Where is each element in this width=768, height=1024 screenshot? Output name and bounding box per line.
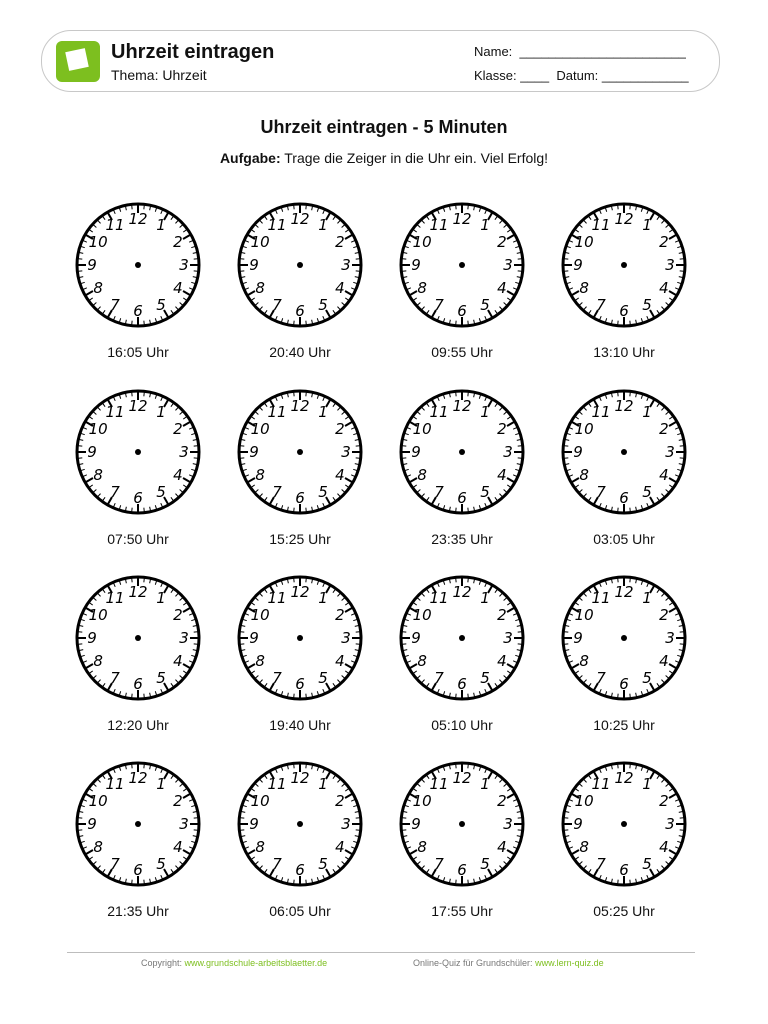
clock-center-dot (297, 821, 303, 827)
clock-number: 11 (429, 775, 449, 794)
clock-number: 10 (88, 792, 108, 810)
clock-number: 4 (497, 279, 507, 297)
clock-number: 5 (642, 295, 652, 314)
clock-number: 7 (110, 854, 120, 873)
clock-number: 3 (341, 443, 351, 461)
worksheet-title: Uhrzeit eintragen (111, 41, 275, 63)
clock-number: 3 (665, 256, 675, 274)
clock-time-label: 16:05 Uhr (107, 344, 169, 360)
clock-face[interactable] (73, 573, 203, 703)
clock-number: 8 (255, 466, 265, 484)
clock-number: 12 (290, 210, 310, 228)
clock-number: 10 (574, 420, 594, 438)
clock-number: 1 (642, 775, 652, 794)
clock-number: 12 (614, 210, 634, 228)
clock-number: 7 (272, 854, 282, 873)
clock-number: 12 (128, 769, 148, 787)
clock-number: 11 (591, 403, 611, 422)
clock-face[interactable] (397, 759, 527, 889)
clock-number: 3 (179, 256, 189, 274)
clock-center-dot (135, 449, 141, 455)
clock-number: 4 (497, 652, 507, 670)
clock-number: 9 (411, 443, 421, 461)
clock-number: 4 (659, 838, 669, 856)
clock-number: 7 (272, 482, 282, 501)
clock-number: 8 (417, 652, 427, 670)
clock-face[interactable] (559, 387, 689, 517)
clock-number: 6 (295, 302, 305, 320)
clock-number: 5 (480, 295, 490, 314)
clock-number: 7 (434, 854, 444, 873)
clock-number: 10 (412, 792, 432, 810)
clock-number: 9 (573, 815, 583, 833)
clock-face[interactable] (235, 759, 365, 889)
clock-number: 12 (290, 397, 310, 415)
clock-number: 5 (156, 668, 166, 687)
clock-number: 4 (659, 466, 669, 484)
clock-number: 4 (173, 466, 183, 484)
clock-item (235, 759, 365, 919)
clock-number: 12 (128, 210, 148, 228)
clock-number: 6 (295, 861, 305, 879)
worksheet-topic: Thema: Uhrzeit (111, 67, 207, 83)
clock-number: 5 (318, 295, 328, 314)
clock-time-label: 20:40 Uhr (269, 344, 331, 360)
clock-center-dot (459, 449, 465, 455)
clock-number: 12 (614, 397, 634, 415)
clock-time-label: 21:35 Uhr (107, 903, 169, 919)
footer-copyright (141, 958, 327, 968)
clock-number: 3 (179, 443, 189, 461)
clock-center-dot (459, 635, 465, 641)
clock-item (73, 759, 203, 919)
clock-number: 2 (173, 606, 183, 624)
clock-number: 10 (412, 420, 432, 438)
clock-number: 2 (335, 420, 345, 438)
clock-number: 8 (93, 279, 103, 297)
clock-face[interactable] (73, 387, 203, 517)
clock-number: 5 (642, 668, 652, 687)
clock-number: 9 (411, 256, 421, 274)
clock-number: 10 (88, 420, 108, 438)
clock-face[interactable] (559, 200, 689, 330)
clock-number: 12 (614, 769, 634, 787)
clock-number: 11 (591, 775, 611, 794)
clock-item (73, 387, 203, 547)
clock-center-dot (621, 821, 627, 827)
clock-number: 7 (434, 482, 444, 501)
clock-number: 11 (267, 589, 287, 608)
clock-face[interactable] (559, 759, 689, 889)
clock-number: 9 (87, 443, 97, 461)
clock-time-label: 13:10 Uhr (593, 344, 655, 360)
clock-face[interactable] (397, 200, 527, 330)
clock-number: 3 (503, 256, 513, 274)
clock-number: 8 (579, 838, 589, 856)
clock-center-dot (135, 262, 141, 268)
clock-number: 9 (249, 629, 259, 647)
clock-center-dot (135, 635, 141, 641)
clock-item (559, 200, 689, 360)
clock-number: 2 (497, 233, 507, 251)
clock-number: 10 (412, 606, 432, 624)
clock-number: 6 (457, 861, 467, 879)
clock-number: 9 (573, 443, 583, 461)
clock-item (73, 200, 203, 360)
clock-number: 8 (579, 279, 589, 297)
clock-face[interactable] (73, 200, 203, 330)
name-field: Name: _______________________ (474, 44, 686, 59)
clock-number: 6 (295, 489, 305, 507)
clock-time-label: 09:55 Uhr (431, 344, 493, 360)
clock-number: 2 (335, 792, 345, 810)
clock-number: 2 (173, 792, 183, 810)
clock-number: 11 (267, 775, 287, 794)
clock-number: 2 (173, 233, 183, 251)
clock-number: 2 (497, 420, 507, 438)
clock-number: 6 (133, 675, 143, 693)
clock-number: 10 (412, 233, 432, 251)
clock-center-dot (459, 262, 465, 268)
clock-number: 9 (87, 629, 97, 647)
clock-number: 9 (573, 629, 583, 647)
clock-number: 10 (250, 792, 270, 810)
clock-number: 5 (642, 482, 652, 501)
clock-time-label: 06:05 Uhr (269, 903, 331, 919)
task-label: Aufgabe: (219, 150, 281, 166)
clock-number: 1 (642, 403, 652, 422)
clock-time-label: 15:25 Uhr (269, 531, 331, 547)
clock-number: 4 (659, 652, 669, 670)
clock-time-label: 05:25 Uhr (593, 903, 655, 919)
clock-number: 3 (503, 443, 513, 461)
clock-number: 7 (272, 295, 282, 314)
clock-number: 7 (110, 295, 120, 314)
clock-number: 9 (249, 443, 259, 461)
clock-number: 1 (156, 403, 166, 422)
clock-center-dot (297, 449, 303, 455)
clock-number: 12 (614, 583, 634, 601)
clock-number: 2 (335, 233, 345, 251)
clock-time-label: 03:05 Uhr (593, 531, 655, 547)
clock-number: 5 (156, 854, 166, 873)
task-text: Trage die Zeiger in die Uhr ein. Viel Erfolg! (284, 150, 549, 166)
clock-item (235, 573, 365, 733)
clock-number: 11 (429, 589, 449, 608)
clock-number: 4 (335, 279, 345, 297)
clock-number: 3 (341, 815, 351, 833)
clock-number: 6 (133, 302, 143, 320)
clock-number: 1 (318, 589, 328, 608)
clock-number: 1 (480, 403, 490, 422)
clock-number: 6 (133, 489, 143, 507)
clock-number: 8 (255, 838, 265, 856)
clock-number: 4 (335, 838, 345, 856)
clock-number: 4 (173, 279, 183, 297)
clock-number: 3 (179, 815, 189, 833)
clock-face[interactable] (397, 387, 527, 517)
clock-number: 8 (93, 838, 103, 856)
clock-number: 9 (573, 256, 583, 274)
clock-number: 7 (596, 854, 606, 873)
clock-number: 2 (335, 606, 345, 624)
clock-number: 10 (250, 233, 270, 251)
clock-time-label: 05:10 Uhr (431, 717, 493, 733)
clock-number: 7 (434, 295, 444, 314)
clock-number: 2 (659, 792, 669, 810)
clock-number: 7 (110, 482, 120, 501)
clock-center-dot (621, 262, 627, 268)
clock-number: 11 (591, 216, 611, 235)
clock-face[interactable] (235, 200, 365, 330)
clock-center-dot (621, 449, 627, 455)
clock-number: 3 (503, 629, 513, 647)
clock-number: 2 (497, 792, 507, 810)
clock-number: 7 (596, 295, 606, 314)
clock-number: 11 (429, 216, 449, 235)
clock-number: 9 (411, 629, 421, 647)
clock-number: 3 (665, 629, 675, 647)
clock-number: 6 (619, 861, 629, 879)
clock-number: 9 (249, 256, 259, 274)
clock-number: 10 (250, 606, 270, 624)
quiz-link[interactable]: www.lern-quiz.de (535, 958, 604, 968)
clock-item (397, 759, 527, 919)
clock-time-label: 23:35 Uhr (431, 531, 493, 547)
clock-number: 12 (128, 397, 148, 415)
clock-number: 7 (596, 668, 606, 687)
clock-number: 5 (318, 668, 328, 687)
copyright-link[interactable]: www.grundschule-arbeitsblaetter.de (184, 958, 328, 968)
clock-number: 4 (497, 838, 507, 856)
footer-divider (67, 952, 695, 953)
clock-number: 6 (619, 489, 629, 507)
clock-number: 5 (642, 854, 652, 873)
clock-number: 5 (318, 482, 328, 501)
clock-item (397, 200, 527, 360)
clock-number: 9 (87, 256, 97, 274)
clock-number: 1 (480, 216, 490, 235)
clock-number: 6 (619, 302, 629, 320)
clock-number: 1 (642, 216, 652, 235)
task-instruction (0, 150, 768, 166)
clock-center-dot (297, 262, 303, 268)
clock-number: 1 (156, 589, 166, 608)
clock-number: 4 (173, 652, 183, 670)
clock-center-dot (135, 821, 141, 827)
clock-number: 3 (665, 443, 675, 461)
clock-number: 8 (93, 652, 103, 670)
clock-face[interactable] (559, 573, 689, 703)
clock-number: 4 (497, 466, 507, 484)
clock-number: 10 (574, 233, 594, 251)
clock-number: 11 (105, 775, 125, 794)
clock-number: 11 (105, 403, 125, 422)
clock-item (73, 573, 203, 733)
clock-number: 2 (173, 420, 183, 438)
clock-number: 12 (290, 583, 310, 601)
clock-time-label: 12:20 Uhr (107, 717, 169, 733)
clock-number: 1 (156, 216, 166, 235)
clock-item (559, 759, 689, 919)
clock-number: 1 (318, 775, 328, 794)
clock-number: 1 (480, 775, 490, 794)
clock-number: 5 (156, 482, 166, 501)
page-title: Uhrzeit eintragen - 5 Minuten (260, 117, 508, 137)
clock-number: 11 (267, 403, 287, 422)
clock-number: 9 (411, 815, 421, 833)
clock-number: 1 (642, 589, 652, 608)
clock-item (397, 573, 527, 733)
clock-number: 7 (110, 668, 120, 687)
clock-number: 8 (417, 279, 427, 297)
class-date-field: Klasse: ____ Datum: ____________ (474, 68, 689, 83)
clock-number: 6 (619, 675, 629, 693)
clock-number: 11 (105, 216, 125, 235)
clock-face[interactable] (397, 573, 527, 703)
clock-number: 1 (480, 589, 490, 608)
clock-time-label: 17:55 Uhr (431, 903, 493, 919)
clock-number: 10 (250, 420, 270, 438)
clock-number: 8 (93, 466, 103, 484)
clock-number: 3 (503, 815, 513, 833)
clock-number: 11 (267, 216, 287, 235)
clock-number: 12 (452, 397, 472, 415)
quiz-label: Online-Quiz für Grundschüler: (413, 958, 533, 968)
clock-time-label: 19:40 Uhr (269, 717, 331, 733)
clock-number: 1 (156, 775, 166, 794)
clock-number: 6 (457, 675, 467, 693)
clock-face[interactable] (235, 573, 365, 703)
clock-number: 10 (88, 233, 108, 251)
clock-number: 7 (434, 668, 444, 687)
clock-number: 12 (452, 769, 472, 787)
square-logo-icon (56, 41, 100, 82)
clock-number: 11 (105, 589, 125, 608)
clock-face[interactable] (235, 387, 365, 517)
clock-number: 4 (335, 652, 345, 670)
clock-number: 8 (579, 466, 589, 484)
clock-number: 2 (497, 606, 507, 624)
clock-number: 12 (452, 583, 472, 601)
clock-number: 3 (665, 815, 675, 833)
clock-number: 3 (341, 629, 351, 647)
clock-number: 2 (659, 606, 669, 624)
clock-number: 5 (480, 482, 490, 501)
clock-number: 5 (480, 668, 490, 687)
clock-number: 12 (128, 583, 148, 601)
clock-time-label: 10:25 Uhr (593, 717, 655, 733)
clock-item (235, 200, 365, 360)
clock-number: 1 (318, 216, 328, 235)
worksheet-header (41, 30, 720, 92)
clock-item (559, 573, 689, 733)
clock-number: 9 (249, 815, 259, 833)
clock-number: 6 (457, 302, 467, 320)
clock-number: 6 (457, 489, 467, 507)
clock-number: 3 (179, 629, 189, 647)
clock-center-dot (459, 821, 465, 827)
clock-number: 8 (417, 838, 427, 856)
clock-number: 4 (335, 466, 345, 484)
clock-number: 11 (429, 403, 449, 422)
clock-number: 5 (318, 854, 328, 873)
clock-number: 1 (318, 403, 328, 422)
clock-face[interactable] (73, 759, 203, 889)
clock-number: 8 (579, 652, 589, 670)
clock-number: 5 (156, 295, 166, 314)
clock-number: 8 (417, 466, 427, 484)
footer-quiz (413, 958, 604, 968)
clock-number: 6 (133, 861, 143, 879)
clock-number: 12 (290, 769, 310, 787)
clock-number: 10 (88, 606, 108, 624)
clock-center-dot (297, 635, 303, 641)
clock-number: 4 (659, 279, 669, 297)
copyright-label: Copyright: (141, 958, 183, 968)
clock-number: 8 (255, 279, 265, 297)
clock-number: 6 (295, 675, 305, 693)
clock-number: 10 (574, 606, 594, 624)
clock-number: 3 (341, 256, 351, 274)
clock-center-dot (621, 635, 627, 641)
clock-time-label: 07:50 Uhr (107, 531, 169, 547)
clock-item (559, 387, 689, 547)
clock-number: 9 (87, 815, 97, 833)
clock-number: 7 (596, 482, 606, 501)
clock-item (397, 387, 527, 547)
clock-number: 7 (272, 668, 282, 687)
clock-number: 10 (574, 792, 594, 810)
clock-item (235, 387, 365, 547)
clock-number: 12 (452, 210, 472, 228)
clock-number: 2 (659, 233, 669, 251)
clock-number: 2 (659, 420, 669, 438)
clock-number: 4 (173, 838, 183, 856)
clock-number: 11 (591, 589, 611, 608)
clock-number: 5 (480, 854, 490, 873)
clock-number: 8 (255, 652, 265, 670)
